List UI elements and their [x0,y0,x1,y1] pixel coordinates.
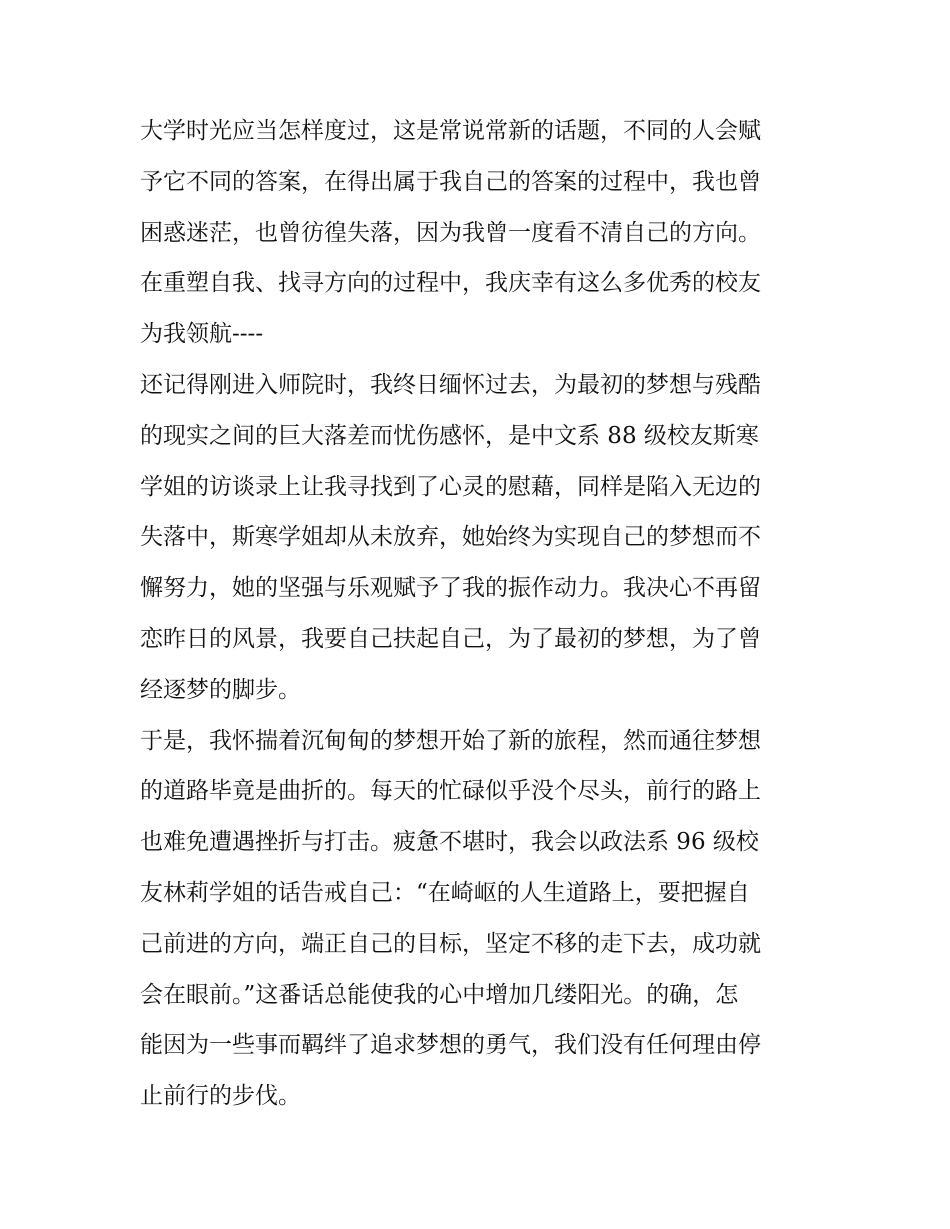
text-line: 予它不同的答案，在得出属于我自己的答案的过程中，我也曾 [140,168,761,195]
text-line: 失落中，斯寒学姐却从未放弃，她始终为实现自己的梦想而不 [140,524,761,551]
text-line: 于是，我怀揣着沉甸甸的梦想开始了新的旅程，然而通往梦想 [140,727,761,754]
paragraph-2 [140,360,820,716]
text-line: 学姐的访谈录上让我寻找到了心灵的慰藉，同样是陷入无边的 [140,473,761,500]
text-line: 经逐梦的脚步。 [140,676,301,703]
text-line: 的道路毕竟是曲折的。每天的忙碌似乎没个尽头，前行的路上 [140,778,761,805]
text-line: 在重塑自我、找寻方向的过程中，我庆幸有这么多优秀的校友 [140,270,761,297]
text-line: 会在眼前。”这番话总能使我的心中增加几缕阳光。的确，怎 [140,981,739,1008]
text-line: 也难免遭遇挫折与打击。疲惫不堪时，我会以政法系 96 级校 [140,829,759,856]
text-line: 恋昨日的风景，我要自己扶起自己，为了最初的梦想，为了曾 [140,625,761,652]
text-line: 的现实之间的巨大落差而忧伤感怀，是中文系 88 级校友斯寒 [140,422,759,449]
text-line: 为我领航---- [140,321,264,348]
text-line: 友林莉学姐的话告戒自己：“在崎岖的人生道路上，要把握自 [140,879,750,906]
paragraph-1 [140,106,820,360]
text-line: 懈努力，她的坚强与乐观赋予了我的振作动力。我决心不再留 [140,575,761,602]
text-line: 大学时光应当怎样度过，这是常说常新的话题，不同的人会赋 [140,118,761,144]
document-page [140,106,820,1122]
text-line: 能因为一些事而羁绊了追求梦想的勇气，我们没有任何理由停 [140,1032,761,1059]
text-line: 困惑迷茫，也曾彷徨失落，因为我曾一度看不清自己的方向。 [140,219,761,246]
paragraph-3 [140,716,820,1122]
text-line: 止前行的步伐。 [140,1083,301,1110]
text-line: 己前进的方向，端正自己的目标，坚定不移的走下去，成功就 [140,930,761,957]
text-line: 还记得刚进入师院时，我终日缅怀过去，为最初的梦想与残酷 [140,371,761,398]
